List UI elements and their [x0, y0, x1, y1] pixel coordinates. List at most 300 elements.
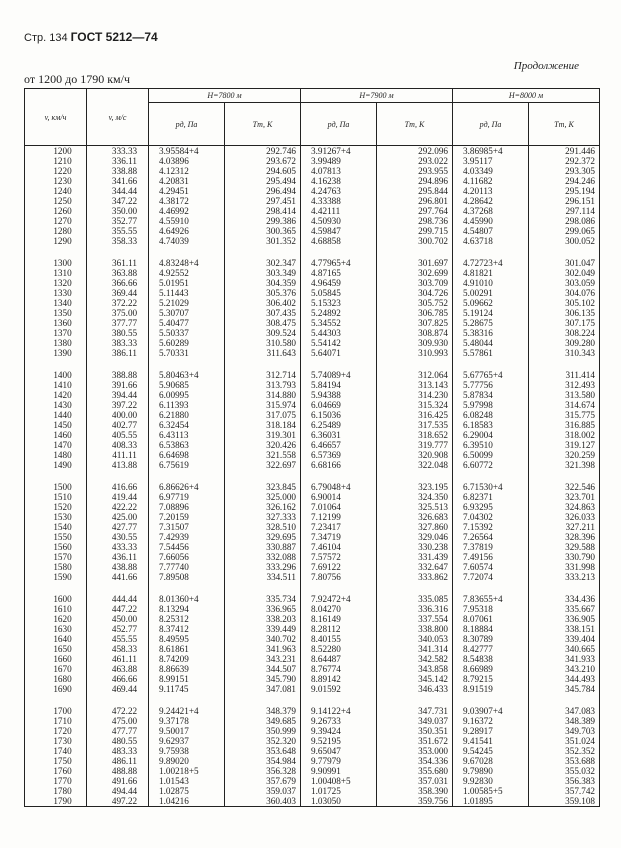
table-cell: 8.61861: [149, 644, 225, 654]
table-cell: 6.18583: [453, 420, 529, 430]
atmosphere-table: [24, 88, 600, 807]
table-cell: 1450: [25, 420, 87, 430]
table-row: [25, 786, 600, 796]
table-cell: 8.99151: [149, 674, 225, 684]
table-cell: 5.54142: [301, 338, 377, 348]
table-cell: 9.54245: [453, 746, 529, 756]
table-row: [25, 594, 600, 604]
table-cell: 9.75938: [149, 746, 225, 756]
table-cell: 341.66: [87, 176, 149, 186]
table-row: [25, 288, 600, 298]
spacer-cell: [453, 582, 529, 594]
table-cell: 6.29004: [453, 430, 529, 440]
table-cell: 322.546: [529, 482, 600, 492]
table-cell: 329.695: [225, 532, 301, 542]
table-cell: 306.135: [529, 308, 600, 318]
table-cell: 303.709: [377, 278, 453, 288]
table-cell: 320.426: [225, 440, 301, 450]
table-cell: 4.38172: [149, 196, 225, 206]
spacer-cell: [453, 246, 529, 258]
table-cell: 4.42111: [301, 206, 377, 216]
table-cell: 339.404: [529, 634, 600, 644]
table-cell: 408.33: [87, 440, 149, 450]
table-cell: 1.01725: [301, 786, 377, 796]
table-cell: 475.00: [87, 716, 149, 726]
table-row: [25, 502, 600, 512]
table-cell: 1570: [25, 552, 87, 562]
table-cell: 312.714: [225, 370, 301, 380]
table-cell: 4.45990: [453, 216, 529, 226]
table-cell: 328.396: [529, 532, 600, 542]
table-cell: 359.756: [377, 796, 453, 807]
table-cell: 315.324: [377, 400, 453, 410]
table-cell: 4.46992: [149, 206, 225, 216]
table-cell: 349.685: [225, 716, 301, 726]
table-cell: 1.04216: [149, 796, 225, 807]
col-header-temperature: Tт, К: [225, 103, 301, 146]
table-cell: 8.89142: [301, 674, 377, 684]
table-cell: 5.48044: [453, 338, 529, 348]
table-cell: 7.01064: [301, 502, 377, 512]
table-row: [25, 624, 600, 634]
table-cell: 5.90685: [149, 380, 225, 390]
table-cell: 6.21880: [149, 410, 225, 420]
table-cell: 8.16149: [301, 614, 377, 624]
table-cell: 5.05845: [301, 288, 377, 298]
table-cell: 319.777: [377, 440, 453, 450]
table-cell: 7.20159: [149, 512, 225, 522]
table-cell: 320.908: [377, 450, 453, 460]
table-cell: 405.55: [87, 430, 149, 440]
table-cell: 320.259: [529, 450, 600, 460]
table-cell: 7.83655+4: [453, 594, 529, 604]
spacer-cell: [529, 246, 600, 258]
table-row: [25, 726, 600, 736]
table-cell: 3.91267+4: [301, 146, 377, 157]
table-cell: 330.790: [529, 552, 600, 562]
table-cell: 4.96459: [301, 278, 377, 288]
table-cell: 1600: [25, 594, 87, 604]
page-number: Стр. 134: [24, 32, 68, 44]
table-cell: 5.01951: [149, 278, 225, 288]
spacer-cell: [25, 582, 87, 594]
table-cell: 323.701: [529, 492, 600, 502]
table-cell: 310.343: [529, 348, 600, 358]
table-cell: 6.68166: [301, 460, 377, 470]
table-row: [25, 268, 600, 278]
table-cell: 5.24892: [301, 308, 377, 318]
table-cell: 358.33: [87, 236, 149, 246]
table-cell: 326.683: [377, 512, 453, 522]
table-cell: 333.33: [87, 146, 149, 157]
table-cell: 1550: [25, 532, 87, 542]
table-cell: 361.11: [87, 258, 149, 268]
spacer-cell: [529, 582, 600, 594]
table-cell: 355.032: [529, 766, 600, 776]
table-cell: 350.999: [225, 726, 301, 736]
spacer-cell: [149, 246, 225, 258]
table-row: [25, 756, 600, 766]
table-cell: 9.50017: [149, 726, 225, 736]
table-cell: 341.963: [225, 644, 301, 654]
table-row: [25, 206, 600, 216]
table-cell: 1250: [25, 196, 87, 206]
table-cell: 315.974: [225, 400, 301, 410]
spacer-cell: [301, 246, 377, 258]
table-cell: 9.67028: [453, 756, 529, 766]
table-cell: 355.55: [87, 226, 149, 236]
table-cell: 477.77: [87, 726, 149, 736]
table-cell: 356.328: [225, 766, 301, 776]
table-cell: 6.39510: [453, 440, 529, 450]
table-cell: 9.79890: [453, 766, 529, 776]
table-cell: 6.93295: [453, 502, 529, 512]
table-cell: 1290: [25, 236, 87, 246]
table-cell: 1410: [25, 380, 87, 390]
table-cell: 1460: [25, 430, 87, 440]
spacer-cell: [301, 470, 377, 482]
table-cell: 5.19124: [453, 308, 529, 318]
table-row: [25, 746, 600, 756]
table-cell: 344.493: [529, 674, 600, 684]
table-cell: 340.702: [225, 634, 301, 644]
table-cell: 352.77: [87, 216, 149, 226]
table-cell: 1590: [25, 572, 87, 582]
block-spacer: [25, 470, 600, 482]
table-cell: 7.26564: [453, 532, 529, 542]
table-cell: 348.379: [225, 706, 301, 716]
table-cell: 8.25312: [149, 614, 225, 624]
table-row: [25, 562, 600, 572]
block-spacer: [25, 358, 600, 370]
table-cell: 6.53863: [149, 440, 225, 450]
table-cell: 7.46104: [301, 542, 377, 552]
table-cell: 292.096: [377, 146, 453, 157]
table-row: [25, 674, 600, 684]
table-row: [25, 258, 600, 268]
table-cell: 357.742: [529, 786, 600, 796]
table-cell: 358.390: [377, 786, 453, 796]
table-cell: 306.785: [377, 308, 453, 318]
table-cell: 5.87834: [453, 390, 529, 400]
table-cell: 7.04302: [453, 512, 529, 522]
table-cell: 342.582: [377, 654, 453, 664]
page-header: [24, 30, 158, 44]
table-cell: 4.28642: [453, 196, 529, 206]
table-cell: 483.33: [87, 746, 149, 756]
table-cell: 391.66: [87, 380, 149, 390]
table-row: [25, 196, 600, 206]
table-cell: 350.00: [87, 206, 149, 216]
table-cell: 6.08248: [453, 410, 529, 420]
table-cell: 1.01895: [453, 796, 529, 807]
table-cell: 4.07813: [301, 166, 377, 176]
table-cell: 1320: [25, 278, 87, 288]
table-cell: 5.80463+4: [149, 370, 225, 380]
table-cell: 1270: [25, 216, 87, 226]
table-cell: 4.59847: [301, 226, 377, 236]
table-cell: 402.77: [87, 420, 149, 430]
table-row: [25, 532, 600, 542]
table-cell: 355.680: [377, 766, 453, 776]
table-cell: 302.699: [377, 268, 453, 278]
table-cell: 372.22: [87, 298, 149, 308]
table-cell: 8.28112: [301, 624, 377, 634]
table-row: [25, 736, 600, 746]
table-cell: 9.62937: [149, 736, 225, 746]
table-cell: 293.305: [529, 166, 600, 176]
table-cell: 1.02875: [149, 786, 225, 796]
table-cell: 6.57369: [301, 450, 377, 460]
table-cell: 4.33388: [301, 196, 377, 206]
table-cell: 8.52280: [301, 644, 377, 654]
table-cell: 9.65047: [301, 746, 377, 756]
spacer-cell: [377, 470, 453, 482]
table-cell: 4.50930: [301, 216, 377, 226]
table-cell: 296.801: [377, 196, 453, 206]
table-cell: 430.55: [87, 532, 149, 542]
table-cell: 5.70331: [149, 348, 225, 358]
table-cell: 4.92552: [149, 268, 225, 278]
table-cell: 1330: [25, 288, 87, 298]
table-cell: 8.04270: [301, 604, 377, 614]
table-cell: 4.20831: [149, 176, 225, 186]
table-cell: 4.29451: [149, 186, 225, 196]
table-cell: 1510: [25, 492, 87, 502]
spacer-cell: [87, 694, 149, 706]
table-cell: 1500: [25, 482, 87, 492]
table-cell: 317.535: [377, 420, 453, 430]
table-cell: 5.50337: [149, 328, 225, 338]
table-cell: 292.372: [529, 156, 600, 166]
table-cell: 388.88: [87, 370, 149, 380]
table-cell: 3.99489: [301, 156, 377, 166]
table-cell: 300.052: [529, 236, 600, 246]
table-cell: 305.376: [225, 288, 301, 298]
table-cell: 312.064: [377, 370, 453, 380]
table-cell: 325.513: [377, 502, 453, 512]
spacer-cell: [149, 694, 225, 706]
table-cell: 7.23417: [301, 522, 377, 532]
table-cell: 5.57861: [453, 348, 529, 358]
table-cell: 5.30707: [149, 308, 225, 318]
table-cell: 1540: [25, 522, 87, 532]
table-row: [25, 420, 600, 430]
table-cell: 301.352: [225, 236, 301, 246]
table-cell: 350.351: [377, 726, 453, 736]
table-cell: 472.22: [87, 706, 149, 716]
table-cell: 6.00995: [149, 390, 225, 400]
table-row: [25, 716, 600, 726]
table-cell: 299.386: [225, 216, 301, 226]
table-cell: 334.511: [225, 572, 301, 582]
table-cell: 335.085: [377, 594, 453, 604]
table-cell: 295.844: [377, 186, 453, 196]
spacer-cell: [301, 694, 377, 706]
table-cell: 7.92472+4: [301, 594, 377, 604]
table-cell: 299.065: [529, 226, 600, 236]
table-cell: 1400: [25, 370, 87, 380]
table-cell: 343.858: [377, 664, 453, 674]
table-cell: 1580: [25, 562, 87, 572]
table-cell: 322.697: [225, 460, 301, 470]
table-cell: 7.69122: [301, 562, 377, 572]
table-cell: 335.734: [225, 594, 301, 604]
table-cell: 6.50099: [453, 450, 529, 460]
table-cell: 5.21029: [149, 298, 225, 308]
table-cell: 375.00: [87, 308, 149, 318]
table-cell: 332.088: [225, 552, 301, 562]
table-cell: 9.77979: [301, 756, 377, 766]
table-cell: 5.40477: [149, 318, 225, 328]
spacer-cell: [301, 582, 377, 594]
table-cell: 1740: [25, 746, 87, 756]
table-cell: 1480: [25, 450, 87, 460]
table-cell: 6.97719: [149, 492, 225, 502]
table-cell: 300.702: [377, 236, 453, 246]
table-cell: 4.24763: [301, 186, 377, 196]
table-cell: 1350: [25, 308, 87, 318]
table-row: [25, 338, 600, 348]
table-row: [25, 634, 600, 644]
table-cell: 6.36031: [301, 430, 377, 440]
table-cell: 301.047: [529, 258, 600, 268]
table-cell: 9.52195: [301, 736, 377, 746]
table-cell: 1440: [25, 410, 87, 420]
table-cell: 458.33: [87, 644, 149, 654]
table-cell: 352.352: [529, 746, 600, 756]
table-cell: 488.88: [87, 766, 149, 776]
table-cell: 419.44: [87, 492, 149, 502]
table-row: [25, 706, 600, 716]
table-cell: 9.16372: [453, 716, 529, 726]
group-header-7900: H=7900 м: [301, 89, 453, 103]
table-cell: 455.55: [87, 634, 149, 644]
table-cell: 1620: [25, 614, 87, 624]
table-cell: 9.26733: [301, 716, 377, 726]
table-row: [25, 370, 600, 380]
table-cell: 8.37412: [149, 624, 225, 634]
table-cell: 9.37178: [149, 716, 225, 726]
table-row: [25, 796, 600, 807]
table-cell: 308.475: [225, 318, 301, 328]
table-cell: 5.67765+4: [453, 370, 529, 380]
spacer-cell: [529, 470, 600, 482]
table-cell: 330.238: [377, 542, 453, 552]
table-cell: 304.726: [377, 288, 453, 298]
spacer-cell: [87, 358, 149, 370]
spacer-cell: [453, 470, 529, 482]
table-row: [25, 542, 600, 552]
table-cell: 444.44: [87, 594, 149, 604]
table-cell: 1.00408+5: [301, 776, 377, 786]
table-cell: 491.66: [87, 776, 149, 786]
col-header-temperature: Tт, К: [529, 103, 600, 146]
table-cell: 8.40155: [301, 634, 377, 644]
table-cell: 9.11745: [149, 684, 225, 694]
table-cell: 366.66: [87, 278, 149, 288]
table-cell: 300.365: [225, 226, 301, 236]
table-row: [25, 664, 600, 674]
table-cell: 333.296: [225, 562, 301, 572]
table-cell: 318.002: [529, 430, 600, 440]
table-cell: 416.66: [87, 482, 149, 492]
table-row: [25, 654, 600, 664]
table-cell: 5.34552: [301, 318, 377, 328]
table-cell: 308.224: [529, 328, 600, 338]
table-cell: 436.11: [87, 552, 149, 562]
table-cell: 1640: [25, 634, 87, 644]
table-cell: 298.736: [377, 216, 453, 226]
table-cell: 353.648: [225, 746, 301, 756]
table-cell: 461.11: [87, 654, 149, 664]
table-cell: 9.24421+4: [149, 706, 225, 716]
table-cell: 312.493: [529, 380, 600, 390]
table-cell: 293.672: [225, 156, 301, 166]
table-row: [25, 226, 600, 236]
table-cell: 1770: [25, 776, 87, 786]
table-cell: 316.885: [529, 420, 600, 430]
table-cell: 336.965: [225, 604, 301, 614]
table-row: [25, 460, 600, 470]
table-cell: 1750: [25, 756, 87, 766]
spacer-cell: [87, 582, 149, 594]
spacer-cell: [225, 358, 301, 370]
table-cell: 296.151: [529, 196, 600, 206]
table-cell: 7.77740: [149, 562, 225, 572]
spacer-cell: [25, 694, 87, 706]
table-cell: 1360: [25, 318, 87, 328]
table-cell: 313.143: [377, 380, 453, 390]
table-cell: 338.88: [87, 166, 149, 176]
table-cell: 9.89020: [149, 756, 225, 766]
table-cell: 8.01360+4: [149, 594, 225, 604]
table-cell: 400.00: [87, 410, 149, 420]
table-cell: 327.211: [529, 522, 600, 532]
table-cell: 4.83248+4: [149, 258, 225, 268]
table-cell: 8.76774: [301, 664, 377, 674]
table-row: [25, 278, 600, 288]
table-cell: 329.588: [529, 542, 600, 552]
table-cell: 8.74209: [149, 654, 225, 664]
group-header-7800: H=7800 м: [149, 89, 301, 103]
table-cell: 1310: [25, 268, 87, 278]
table-cell: 333.862: [377, 572, 453, 582]
table-cell: 6.90014: [301, 492, 377, 502]
table-cell: 6.32454: [149, 420, 225, 430]
table-cell: 305.752: [377, 298, 453, 308]
table-cell: 7.49156: [453, 552, 529, 562]
table-cell: 336.316: [377, 604, 453, 614]
table-cell: 5.94388: [301, 390, 377, 400]
table-cell: 327.860: [377, 522, 453, 532]
table-cell: 298.086: [529, 216, 600, 226]
table-cell: 427.77: [87, 522, 149, 532]
table-cell: 1790: [25, 796, 87, 807]
table-cell: 314.230: [377, 390, 453, 400]
table-cell: 1200: [25, 146, 87, 157]
table-cell: 357.679: [225, 776, 301, 786]
table-cell: 8.49595: [149, 634, 225, 644]
table-row: [25, 614, 600, 624]
table-cell: 4.54807: [453, 226, 529, 236]
table-cell: 294.605: [225, 166, 301, 176]
col-header-pressure: pд, Па: [149, 103, 225, 146]
table-cell: 4.16238: [301, 176, 377, 186]
col-header-pressure: pд, Па: [453, 103, 529, 146]
table-cell: 1390: [25, 348, 87, 358]
standard-code: ГОСТ 5212—74: [70, 30, 158, 44]
